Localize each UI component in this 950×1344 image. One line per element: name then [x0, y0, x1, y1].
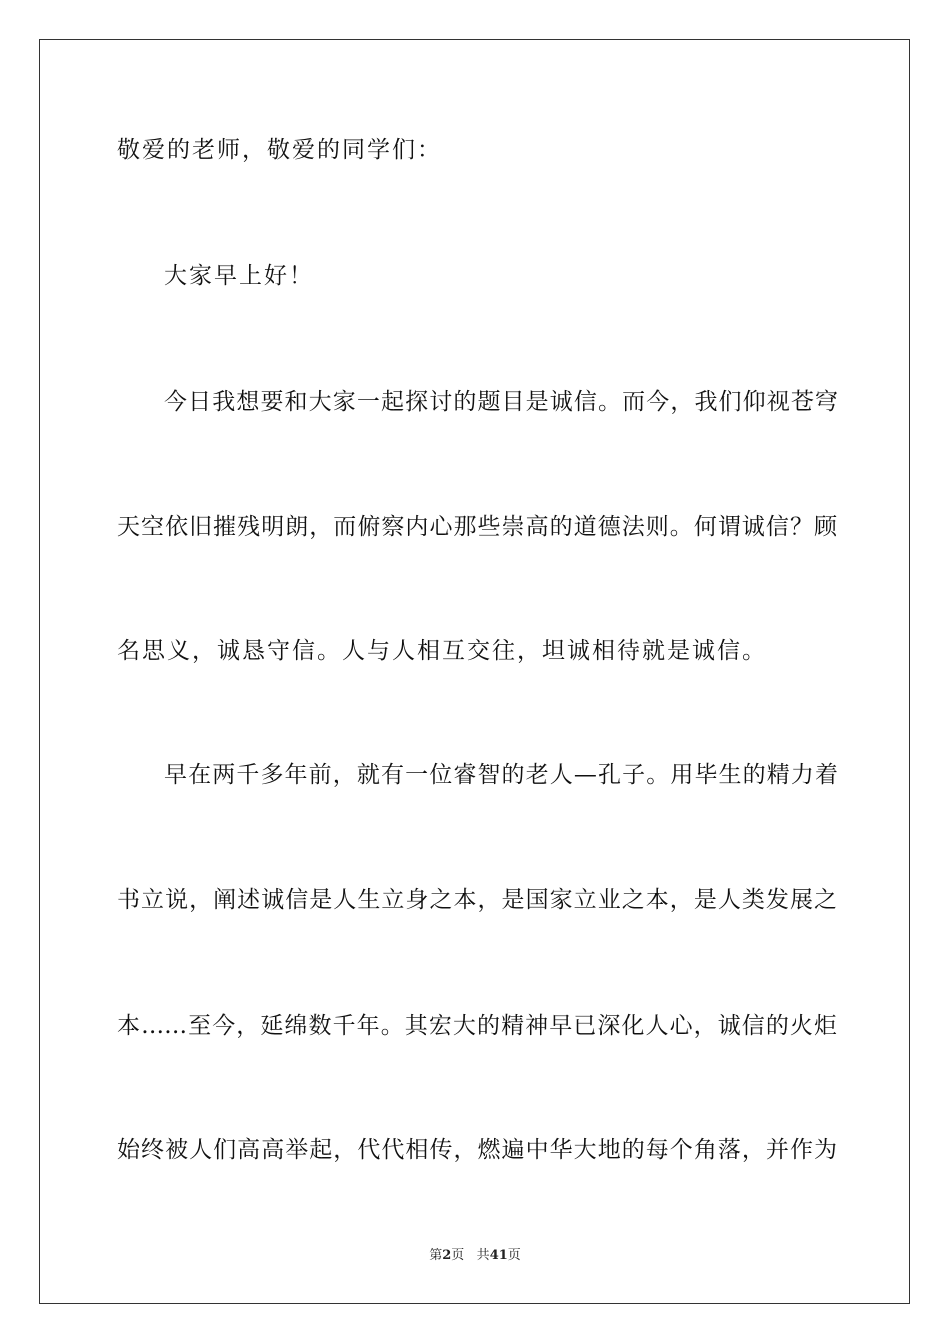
greeting: 大家早上好！: [164, 263, 314, 289]
footer-total-suffix: 页: [507, 1248, 521, 1263]
total-pages-number: 41: [489, 1248, 508, 1263]
paragraph-2-line-1: 早在两千多年前，就有一位睿智的老人—孔子。用毕生的精力着: [164, 762, 838, 788]
paragraph-2-line-4: 始终被人们高高举起，代代相传，燃遍中华大地的每个角落，并作为: [117, 1137, 837, 1163]
paragraph-2-line-2: 书立说，阐述诚信是人生立身之本，是国家立业之本，是人类发展之: [117, 887, 837, 913]
salutation: 敬爱的老师，敬爱的同学们：: [117, 137, 442, 163]
paragraph-1-line-3: 名思义，诚恳守信。人与人相互交往，坦诚相待就是诚信。: [117, 638, 767, 664]
footer-prefix: 第: [429, 1248, 443, 1263]
page-footer: [0, 1247, 950, 1265]
current-page-number: 2: [442, 1248, 452, 1263]
page-border: [39, 39, 910, 1304]
paragraph-1-line-2: 天空依旧摧残明朗，而俯察内心那些崇高的道德法则。何谓诚信？顾: [117, 514, 837, 540]
paragraph-2-line-3: 本……至今，延绵数千年。其宏大的精神早已深化人心，诚信的火炬: [117, 1013, 837, 1039]
footer-page-suffix: 页: [451, 1248, 465, 1263]
paragraph-1-line-1: 今日我想要和大家一起探讨的题目是诚信。而今，我们仰视苍穹: [164, 389, 838, 415]
footer-total-prefix: 共: [476, 1248, 490, 1263]
